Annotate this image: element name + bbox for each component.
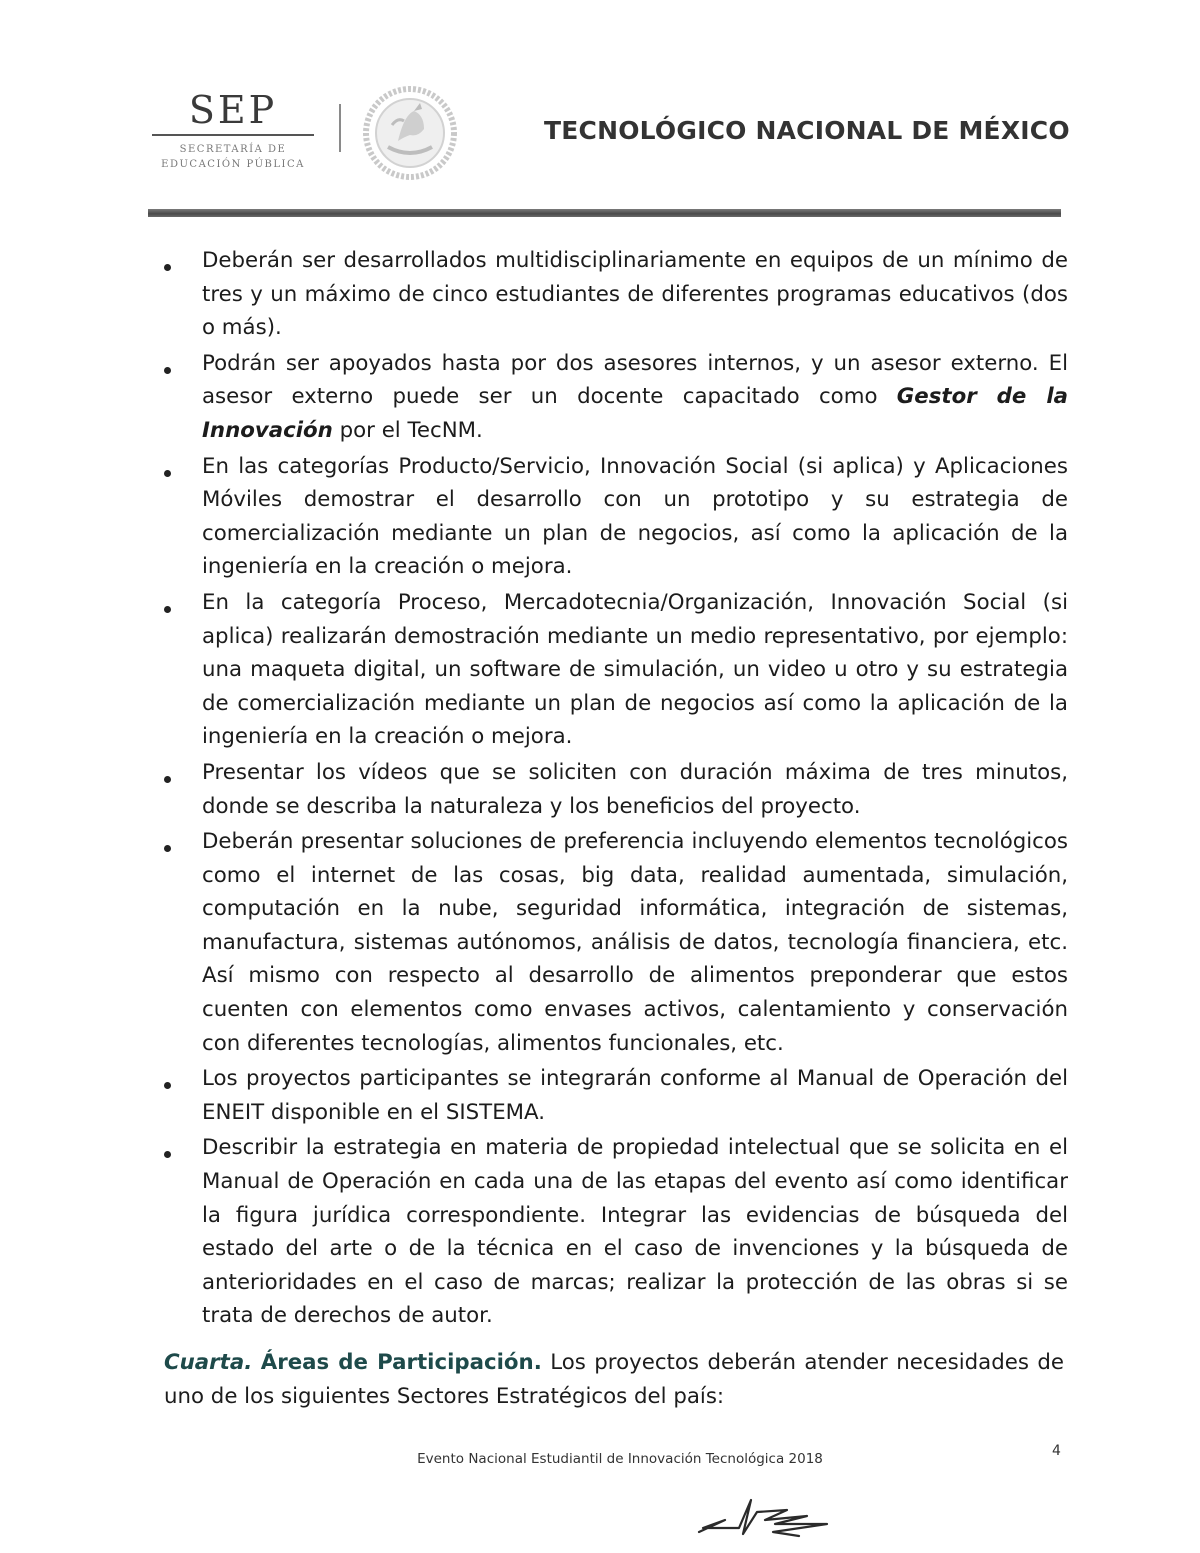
list-item	[160, 756, 1068, 823]
list-item-text: Describir la estrategia en materia de propiedad intelectual que se solicita en el Manual de Operación en cada una de las etapas del evento así como identificar la figura jurídica correspondiente. Integrar las evidencias de búsqueda del estado del arte o de la técnica en el caso de invenciones y la búsqueda de anterioridades en el caso de marcas; realizar la protección de las obras si se trata de derechos de autor.	[202, 1135, 1068, 1329]
list-item	[160, 450, 1068, 584]
bullet-icon	[164, 606, 171, 613]
national-seal-icon	[358, 85, 462, 181]
signature-mark	[695, 1494, 835, 1540]
list-item	[160, 586, 1068, 754]
bullet-icon	[164, 1151, 171, 1158]
bullet-icon	[164, 367, 171, 374]
section-text: Los proyectos deberán atender necesidades de uno de los siguientes Sectores Estratégicos del país:	[164, 1350, 1064, 1409]
bullet-icon	[164, 776, 171, 783]
sep-subtitle-line1: SECRETARÍA DE	[179, 144, 287, 155]
sep-wordmark: SEP	[188, 88, 278, 132]
header-divider	[339, 104, 341, 152]
list-item	[160, 244, 1068, 345]
list-item-text-before: Podrán ser apoyados hasta por dos asesores internos, y un asesor externo. El asesor externo puede ser un docente capacitado como	[202, 350, 1068, 410]
footer-event-name: Evento Nacional Estudiantil de Innovación Tecnológica 2018	[417, 1451, 823, 1467]
emphasis-gestor-innovacion: Gestor de la Innovación	[202, 384, 1068, 443]
list-item	[160, 1062, 1068, 1129]
header-bar	[148, 209, 1061, 217]
bullet-icon	[164, 264, 171, 271]
list-item	[160, 347, 1068, 448]
section-title: Áreas de Participación.	[260, 1350, 542, 1375]
list-item-text: Deberán presentar soluciones de preferencia incluyendo elementos tecnológicos como el internet de las cosas, big data, realidad aumentada, simulación, computación en la nube, seguridad informática, integración de sistemas, manufactura, sistemas autónomos, análisis de datos, tecnología financiera, etc. Así mismo con respecto al desarrollo de alimentos preponderar que estos cuenten con elementos como envases activos, calentamiento y conservación con diferentes tecnologías, alimentos funcionales, etc.	[202, 829, 1068, 1056]
page-number: 4	[1052, 1443, 1061, 1459]
bullet-icon	[164, 845, 171, 852]
requirements-list	[160, 244, 1068, 1335]
bullet-icon	[164, 470, 171, 477]
list-item-text: Los proyectos participantes se integrarán conforme al Manual de Operación del ENEIT disponible en el SISTEMA.	[202, 1066, 1068, 1125]
sep-rule	[152, 134, 314, 136]
sep-logo	[148, 88, 318, 178]
list-item-text: En la categoría Proceso, Mercadotecnia/Organización, Innovación Social (si aplica) realizarán demostración mediante un medio representativo, por ejemplo: una maqueta digital, un software de simulación, un video u otro y su estrategia de comercialización mediante un plan de negocios así como la aplicación de la ingeniería en la creación o mejora.	[202, 589, 1068, 750]
list-item	[160, 1131, 1068, 1333]
sep-subtitle-line2: EDUCACIÓN PÚBLICA	[161, 159, 305, 170]
list-item	[160, 825, 1068, 1060]
section-label: Cuarta.	[164, 1350, 253, 1375]
list-item-text: Presentar los vídeos que se soliciten con duración máxima de tres minutos, donde se describa la naturaleza y los beneficios del proyecto.	[202, 759, 1068, 819]
section-cuarta	[164, 1346, 1064, 1414]
list-item-text-after: por el TecNM.	[332, 417, 483, 443]
list-item-text	[202, 347, 1068, 448]
institution-title: TECNOLÓGICO NACIONAL DE MÉXICO	[544, 116, 1070, 145]
bullet-icon	[164, 1082, 171, 1089]
list-item-text: Deberán ser desarrollados multidisciplinariamente en equipos de un mínimo de tres y un máximo de cinco estudiantes de diferentes programas educativos (dos o más).	[202, 248, 1068, 341]
list-item-text: En las categorías Producto/Servicio, Innovación Social (si aplica) y Aplicaciones Móviles demostrar el desarrollo con un prototipo y su estrategia de comercialización mediante un plan de negocios, así como la aplicación de la ingeniería en la creación o mejora.	[202, 453, 1068, 580]
